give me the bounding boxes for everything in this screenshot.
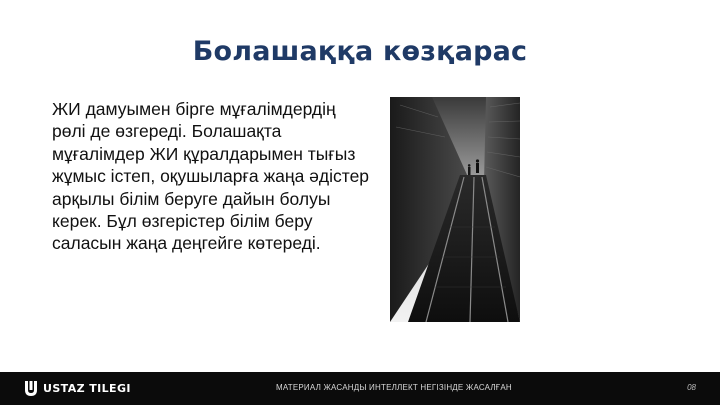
footer-bar: [0, 372, 720, 405]
slide-body-text: ЖИ дамуымен бірге мұғалімдердің рөлі де өзгереді. Болашақта мұғалімдер ЖИ құралдарымен тығыз жұмыс істеп, оқушыларға жаңа әдістер арқылы білім беруге дайын болуы керек. Бұл өзгерістер білім беру саласын жаңа деңгейге көтереді.: [52, 99, 370, 254]
footer-caption: МАТЕРИАЛ ЖАСАНДЫ ИНТЕЛЛЕКТ НЕГІЗІНДЕ ЖАСАЛҒАН: [276, 383, 512, 392]
escalator-photo: [390, 97, 520, 322]
ustaz-tilegi-logo-icon: [24, 380, 38, 397]
brand-name: USTAZ TILEGI: [43, 382, 131, 395]
brand-logo: [24, 380, 131, 397]
slide-title: Болашаққа көзқарас: [192, 36, 528, 67]
page-number: 08: [687, 383, 696, 392]
